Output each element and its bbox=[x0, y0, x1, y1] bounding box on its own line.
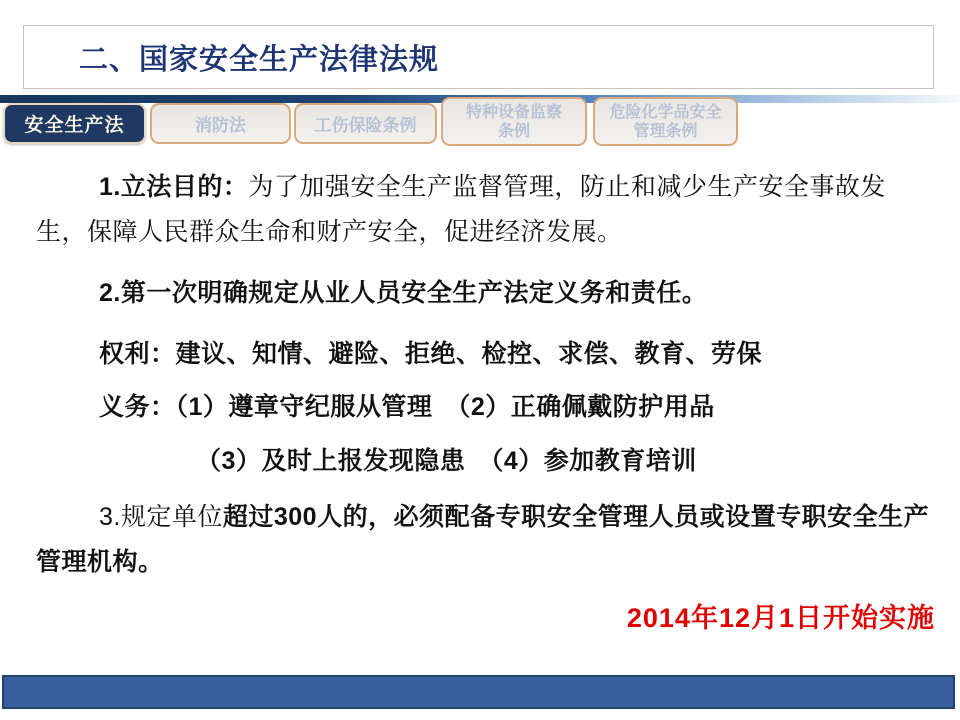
paragraph-lead-bold: 1.立法目的： bbox=[99, 173, 249, 201]
tab-label: 安全生产法 bbox=[24, 115, 125, 136]
tab-tezhongshebei[interactable] bbox=[441, 97, 587, 146]
implementation-date: 2014年12月1日开始实施 bbox=[626, 603, 935, 633]
paragraph-obligations-1-2: 义务：（1）遵章守纪服从管理 （2）正确佩戴防护用品 bbox=[99, 393, 715, 421]
tab-label-line1: 危险化学品安全 bbox=[609, 103, 722, 121]
tab-xiaofangfa[interactable] bbox=[150, 103, 291, 144]
tab-label-line2: 管理条例 bbox=[633, 122, 698, 140]
paragraph-lead: 3.规定单位 bbox=[99, 503, 223, 531]
tab-label: 工伤保险条例 bbox=[314, 116, 417, 135]
tab-label-line1: 特种设备监察 bbox=[465, 103, 562, 121]
tab-anquanshengchanfa[interactable] bbox=[3, 103, 146, 144]
title-box bbox=[23, 25, 934, 89]
paragraph-staffing-rule bbox=[36, 495, 936, 585]
page-title: 二、国家安全生产法律法规 bbox=[79, 43, 440, 76]
tab-label-line2: 条例 bbox=[497, 122, 530, 140]
paragraph-rights: 权利：建议、知情、避险、拒绝、检控、求偿、教育、劳保 bbox=[99, 340, 763, 368]
tab-gongshangbaoxian[interactable] bbox=[294, 103, 437, 144]
paragraph-bold: 超过300人的，必须配备专职安全管理人员或设置专职安全生产管理机构。 bbox=[36, 503, 930, 576]
paragraph-legislative-purpose bbox=[36, 165, 936, 255]
tab-label: 消防法 bbox=[195, 116, 246, 135]
paragraph-duties-statement: 2.第一次明确规定从业人员安全生产法定义务和责任。 bbox=[99, 279, 708, 307]
footer-bar bbox=[2, 675, 955, 709]
tab-weixianhuaxuepin[interactable] bbox=[593, 97, 738, 146]
paragraph-obligations-3-4: （3）及时上报发现隐患 （4）参加教育培训 bbox=[196, 447, 697, 475]
paragraph-rest: 为了加强安全生产监督管理，防止和减少生产安全事故发生，保障人民群众生命和财产安全，促进经济发展。 bbox=[36, 173, 886, 246]
